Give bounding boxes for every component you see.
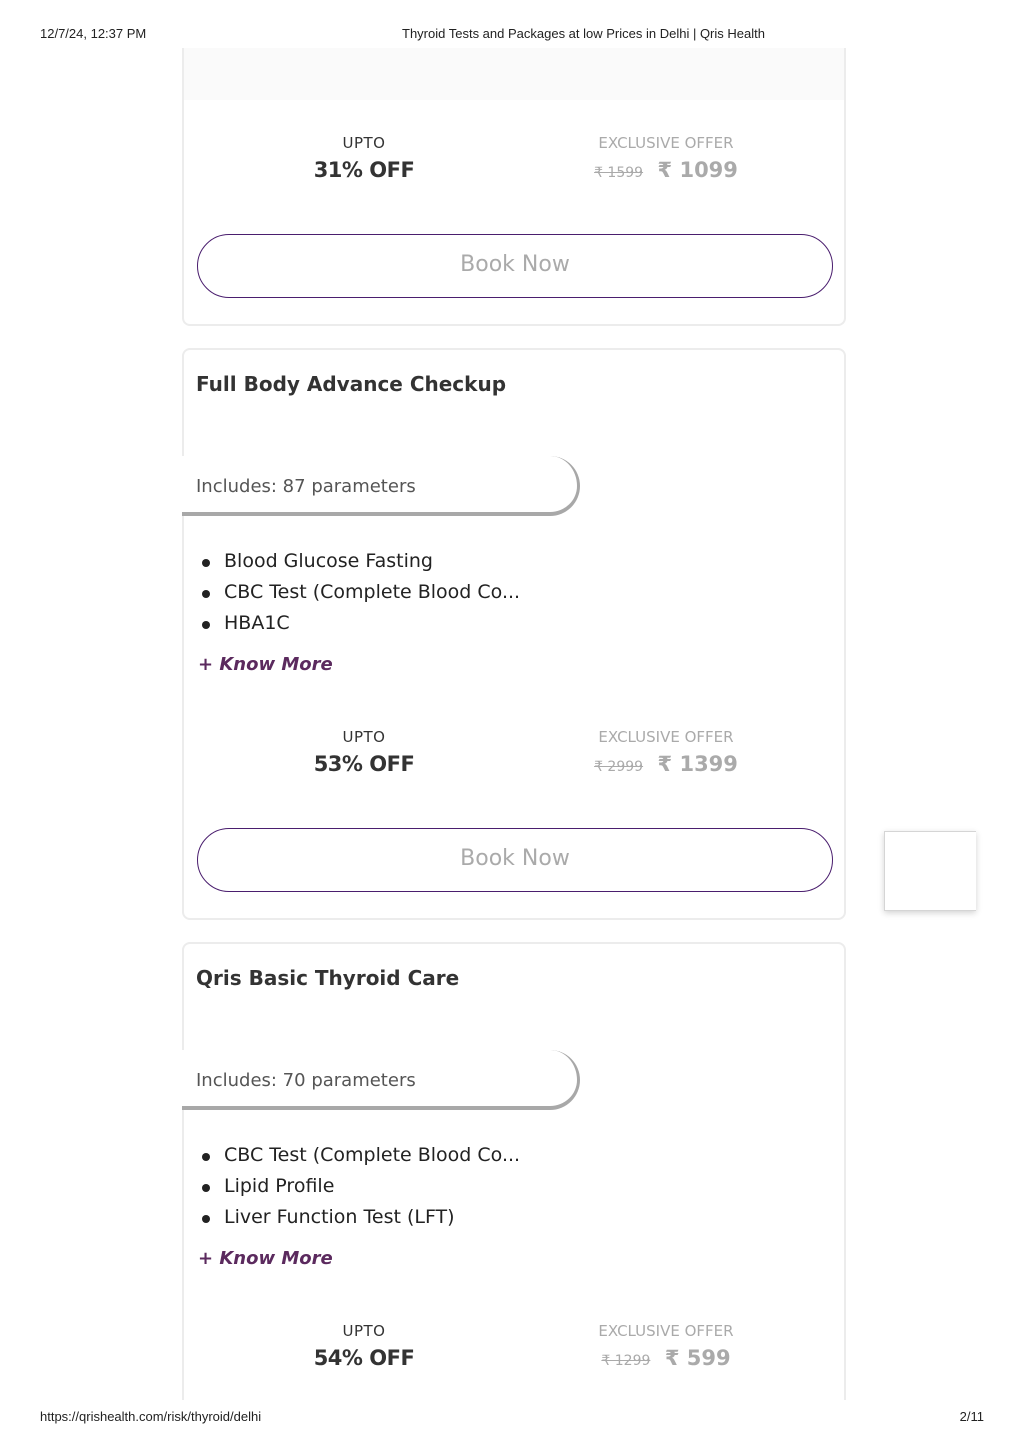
page-viewport: [0, 48, 1024, 1400]
test-list-item: Liver Function Test (LFT): [224, 1202, 520, 1233]
price-row: [566, 1346, 766, 1370]
original-price: ₹ 1599: [594, 165, 644, 181]
floating-side-widget[interactable]: [884, 831, 976, 911]
discount-value: 31% OFF: [313, 158, 415, 182]
test-list-item: Lipid Profile: [224, 1171, 520, 1202]
test-list: [224, 546, 520, 639]
exclusive-offer-label: EXCLUSIVE OFFER: [598, 728, 734, 746]
parameters-tab: [182, 1050, 580, 1110]
upto-label: UPTO: [342, 1322, 386, 1340]
package-card: [182, 348, 846, 920]
original-price: ₹ 1299: [601, 1353, 651, 1369]
offer-price: ₹ 1399: [657, 752, 738, 776]
print-url: https://qrishealth.com/risk/thyroid/delhi: [40, 1409, 262, 1424]
original-price: ₹ 2999: [594, 759, 644, 775]
print-page-number: 2/11: [959, 1409, 984, 1424]
test-list: [224, 1140, 520, 1233]
test-list-item: Blood Glucose Fasting: [224, 546, 520, 577]
offer-price: ₹ 1099: [657, 158, 738, 182]
test-list-item: CBC Test (Complete Blood Co...: [224, 577, 520, 608]
print-header: [40, 26, 984, 42]
parameters-count: Includes: 70 parameters: [196, 1070, 416, 1091]
upto-label: UPTO: [342, 134, 386, 152]
print-page-title: Thyroid Tests and Packages at low Prices in Delhi | Qris Health: [402, 26, 765, 41]
discount-block: [264, 134, 464, 182]
card-image-area: [184, 48, 844, 100]
price-row: [566, 158, 766, 182]
exclusive-offer-label: EXCLUSIVE OFFER: [598, 134, 734, 152]
parameters-count: Includes: 87 parameters: [196, 476, 416, 497]
offer-block: [184, 134, 844, 194]
book-now-button[interactable]: Book Now: [197, 828, 833, 892]
discount-value: 53% OFF: [313, 752, 415, 776]
exclusive-offer-label: EXCLUSIVE OFFER: [598, 1322, 734, 1340]
know-more-link[interactable]: + Know More: [198, 654, 333, 675]
know-more-link[interactable]: + Know More: [198, 1248, 333, 1269]
print-footer: [40, 1409, 984, 1425]
test-list-item: CBC Test (Complete Blood Co...: [224, 1140, 520, 1171]
exclusive-offer-block: [566, 1322, 766, 1370]
offer-block: [184, 1322, 844, 1382]
book-now-button[interactable]: Book Now: [197, 234, 833, 298]
discount-block: [264, 728, 464, 776]
package-card: [182, 48, 846, 326]
parameters-tab: [182, 456, 580, 516]
package-card: [182, 942, 846, 1400]
offer-price: ₹ 599: [664, 1346, 731, 1370]
test-list-item: HBA1C: [224, 608, 520, 639]
price-row: [566, 752, 766, 776]
discount-block: [264, 1322, 464, 1370]
offer-block: [184, 728, 844, 788]
print-datetime: 12/7/24, 12:37 PM: [40, 26, 147, 41]
exclusive-offer-block: [566, 728, 766, 776]
package-title: Qris Basic Thyroid Care: [196, 966, 460, 990]
package-title: Full Body Advance Checkup: [196, 372, 507, 396]
upto-label: UPTO: [342, 728, 386, 746]
discount-value: 54% OFF: [313, 1346, 415, 1370]
exclusive-offer-block: [566, 134, 766, 182]
